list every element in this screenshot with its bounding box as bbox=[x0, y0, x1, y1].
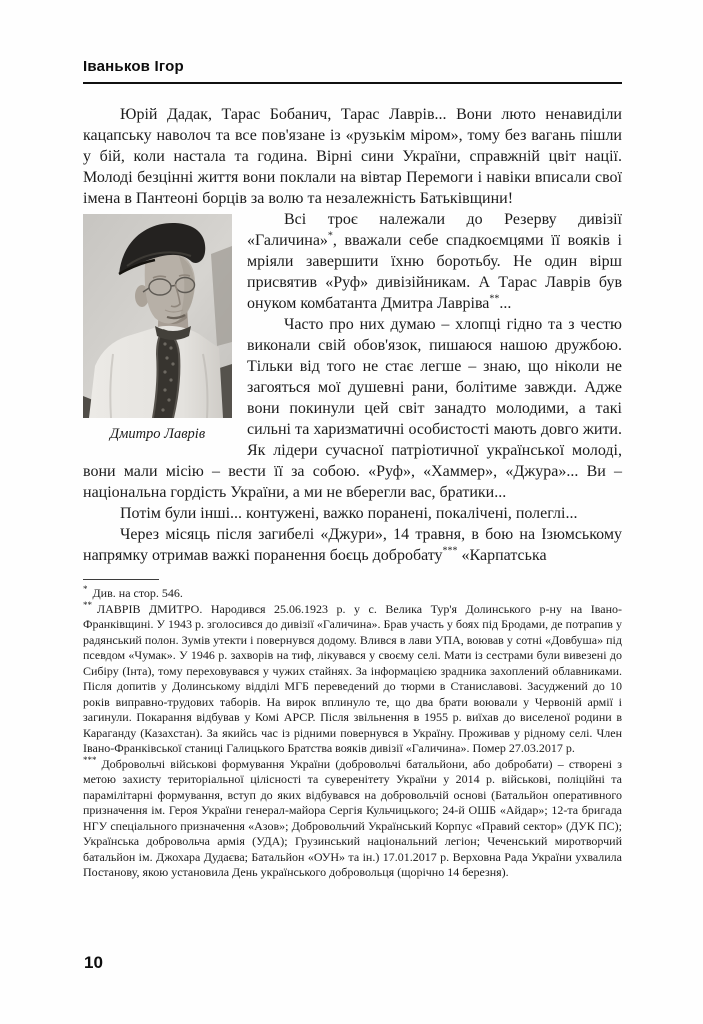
footnote-separator bbox=[83, 579, 159, 580]
paragraph-intro-text: Юрій Дадак, Тарас Бобанич, Тарас Лаврів... Вони люто ненавиділи кацапську наволоч та все пов'язане із «рузькім міром», тому без вагань пішли у бій, коли настала та година. Вірні сини України, справжній цвіт нації. Молоді безцінні життя вони поклали на вівтар Перемоги і навіки вписали свої імена в Пантеоні борців за волю та незалежність Батьківщини! bbox=[83, 106, 622, 207]
page-number: 10 bbox=[84, 953, 103, 972]
footnote-3-marker: *** bbox=[83, 754, 97, 765]
footnote-1-text: Див. на стор. 546. bbox=[92, 586, 183, 600]
paragraph-division-text-b: , вважали себе спадкоємцями її вояків і мріяли завершити їхню боротьбу. Не один вірш присвятив «Руф» дивізійникам. А Тарас Лаврів був онуком комбатанта Дмитра Лавріва bbox=[247, 232, 622, 312]
paragraph-division-text-a: Всі троє належали до Резерву дивізії «Галичина» bbox=[247, 211, 622, 249]
paragraph-memories-text: Часто про них думаю – хлопці гідно та з честю виконали свій обов'язок, пишаюся нашою дружбою. Тільки від того не стає легше – знаю, що ніколи не загояться мої душевні рани, болітиме завжди. Адже вони покинули цей світ занадто молодими, а такі сильні та харизматичні особистості мають довго жити. Як лідери сучасної патріотичної української молоді, вони мали місію – вести її за собою. «Руф», «Хаммер», «Джура»... Ви – національна гордість України, а ми не вберегли вас, братики... bbox=[83, 316, 622, 501]
portrait-photo bbox=[83, 214, 232, 418]
paragraph-intro bbox=[83, 104, 622, 209]
paragraph-izyum bbox=[83, 524, 622, 566]
running-header bbox=[83, 58, 622, 84]
footnote-ref-1: * bbox=[327, 230, 333, 242]
footnote-2 bbox=[83, 599, 622, 757]
paragraph-others-text: Потім були інші... контужені, важко поранені, покалічені, полеглі... bbox=[120, 505, 578, 522]
footnote-ref-2: ** bbox=[489, 293, 500, 305]
footnote-3 bbox=[83, 754, 622, 881]
photo-caption: Дмитро Лаврів bbox=[109, 426, 206, 442]
body-text bbox=[83, 104, 622, 566]
paragraph-others bbox=[83, 503, 622, 524]
photo-figure bbox=[83, 214, 232, 445]
page-content bbox=[83, 0, 622, 881]
footnote-1 bbox=[83, 586, 622, 602]
footnote-1-marker: * bbox=[83, 584, 88, 594]
paragraph-izyum-text-b: «Карпатська bbox=[457, 547, 547, 564]
footnote-2-marker: ** bbox=[83, 599, 92, 610]
footnote-3-text: Добровольчі військові формування України (добровольчі батальйони, або добробати) – створені з метою захисту територіальної цілісності та суверенітету України у 2014 р. військові, поліційні та парамілітарні формування, вступ до яких відбувався на добровольчій основі (Батальйон оперативного призначення ім. Героя України генерал-майора Сергія Кульчицького; 24-й ОШБ «Айдар»; 12-та бригада НГУ спеціального призначення «Азов»; Добровольчий Український Корпус «Правий сектор» (ДУК ПС); Українська добровольча армія (УДА); Грузинський національний легіон; Чеченський миротворчий батальйон ім. Джохара Дудаєва; Батальйон «ОУН» та ін.) 17.01.2017 р. Верховна Рада України ухвалила Постанову, якою установила День українського добровольця (щорічно 14 березня). bbox=[83, 756, 622, 879]
paragraph-izyum-text-a: Через місяць після загибелі «Джури», 14 травня, в бою на Ізюмському напрямку отримав важкі поранення боєць добробату bbox=[83, 526, 622, 564]
footnote-2-text: ЛАВРІВ ДМИТРО. Народився 25.06.1923 р. у с. Велика Тур'я Долинського р-ну на Івано-Франківщині. У 1943 р. зголосився до дивізії «Галичина». Брав участь у боях під Бродами, де потрапив у радянський полон. Зумів утекти і повернувся додому. Влився в лави УПА, воював у сотні «Довбуша» під псевдом «Чумак». У 1946 р. захворів на тиф, лікувався у своєму селі. Мати із сестрами були вивезені до Сибіру (Інта), тому переховувався у чужих стайнях. За інформацією зрадника захоплений облавниками. Після допитів у Долинському відділі МГБ переведений до тюрми в Станиславові. Засуджений до 10 років виправно-трудових таборів. На вирок вплинуло те, що два брати воювали у Червоній армії і загинули. Покарання відбував у Комі АРСР. Після звільнення в 1955 р. виїхав до виселеної родини в Караганду (Казахстан). За якийсь час із рідними повернувся в Україну. Проживав у рідному селі. Член Івано-Франківської станиці Галицького Братства вояків дивізії «Галичина». Помер 27.03.2017 р. bbox=[83, 601, 622, 755]
header-author-name: Іваньков Ігор bbox=[83, 58, 184, 75]
footnote-ref-3: *** bbox=[442, 545, 458, 557]
paragraph-division-text-c: ... bbox=[499, 295, 512, 312]
footnotes-section bbox=[83, 586, 622, 881]
